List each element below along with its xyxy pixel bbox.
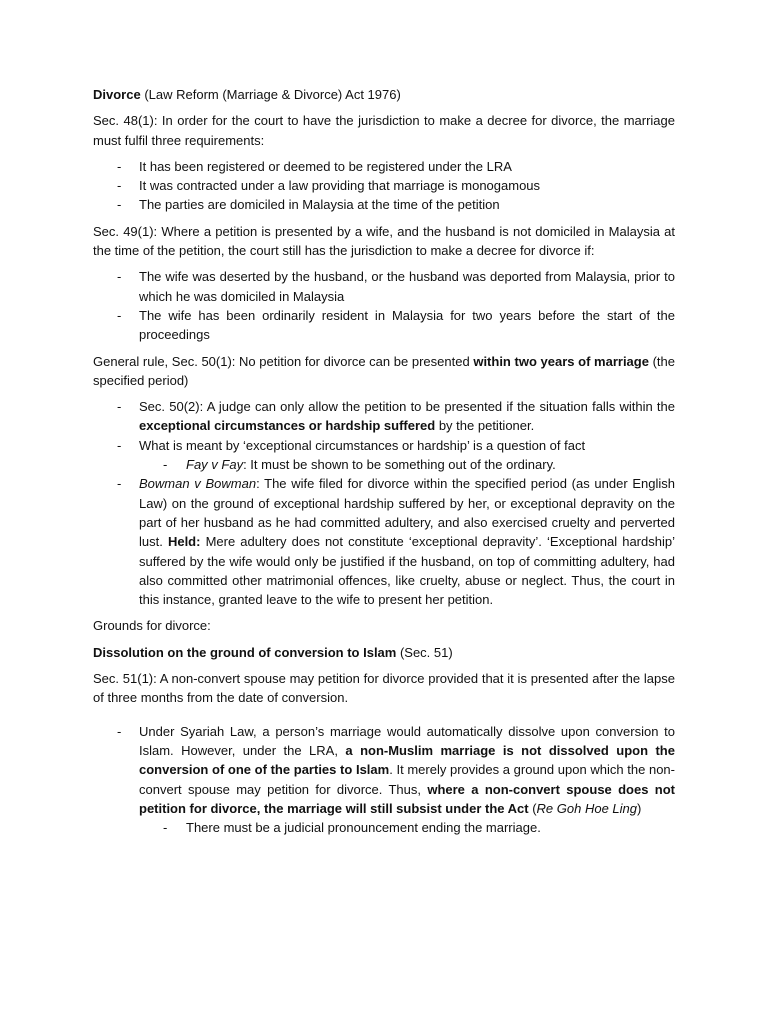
sec-48-list [93,157,675,215]
list-item: - What is meant by ‘exceptional circumstances or hardship’ is a question of fact [93,436,675,455]
sec-49-list [93,267,675,344]
list-item: - It has been registered or deemed to be registered under the LRA [93,157,675,176]
sec-51-heading: Dissolution on the ground of conversion to Islam (Sec. 51) [93,644,453,660]
document-page [93,85,675,844]
grounds-heading: Grounds for divorce: [93,618,211,634]
list-item: - The wife was deserted by the husband, or the husband was deported from Malaysia, prior to which he was domiciled in Malaysia [93,267,675,306]
list-item: - The wife has been ordinarily resident in Malaysia for two years before the start of the proceedings [93,306,675,345]
sub-list-item: - Fay v Fay: It must be shown to be something out of the ordinary. [93,455,675,474]
sec-50-paragraph: General rule, Sec. 50(1): No petition for divorce can be presented within two years of marriage (the specified period) [93,353,676,388]
list-item: - It was contracted under a law providing that marriage is monogamous [93,176,675,195]
sec-51-list [93,722,675,838]
sec-48-paragraph: Sec. 48(1): In order for the court to have the jurisdiction to make a decree for divorce, the marriage must fulfil three requirements: [93,113,675,148]
sec-49-paragraph: Sec. 49(1): Where a petition is presented by a wife, and the husband is not domiciled in Malaysia at the time of the petition, the court still has the jurisdiction to make a decree for divorce if: [93,223,675,259]
list-item: - Under Syariah Law, a person’s marriage would automatically dissolve upon conversion to Islam. However, under the LRA, a non-Muslim marriage is not dissolved upon the conversion of one of the parties to Islam. It merely provides a ground upon which the non-convert spouse may petition for divorce. Thus, where a non-convert spouse does not petition for divorce, the marriage will still subsist under the Act (Re Goh Hoe Ling) [93,722,675,818]
list-item: - Sec. 50(2): A judge can only allow the petition to be presented if the situation falls within the exceptional circumstances or hardship suffered by the petitioner. [93,397,675,436]
document-title: Divorce (Law Reform (Marriage & Divorce) Act 1976) [93,87,401,102]
list-item: - Bowman v Bowman: The wife filed for divorce within the specified period (as under English Law) on the ground of exceptional hardship suffered by her, or exceptional depravity on the part of her husband as he had committed adultery, and also exercised cruelty and perverted lust. Held: Mere adultery does not constitute ‘exceptional depravity’. ‘Exceptional hardship’ suffered by the wife would only be justified if the husband, on top of committing adultery, had also committed other matrimonial offences, like cruelty, abuse or neglect. Thus, the court in this instance, granted leave to the wife to present her petition. [93,474,675,609]
sec-51-paragraph: Sec. 51(1): A non-convert spouse may petition for divorce provided that it is presented after the lapse of three months from the date of conversion. [93,671,675,706]
sec-50-list [93,397,675,609]
sub-list-item: - There must be a judicial pronouncement ending the marriage. [93,818,675,837]
list-item: - The parties are domiciled in Malaysia at the time of the petition [93,195,675,214]
